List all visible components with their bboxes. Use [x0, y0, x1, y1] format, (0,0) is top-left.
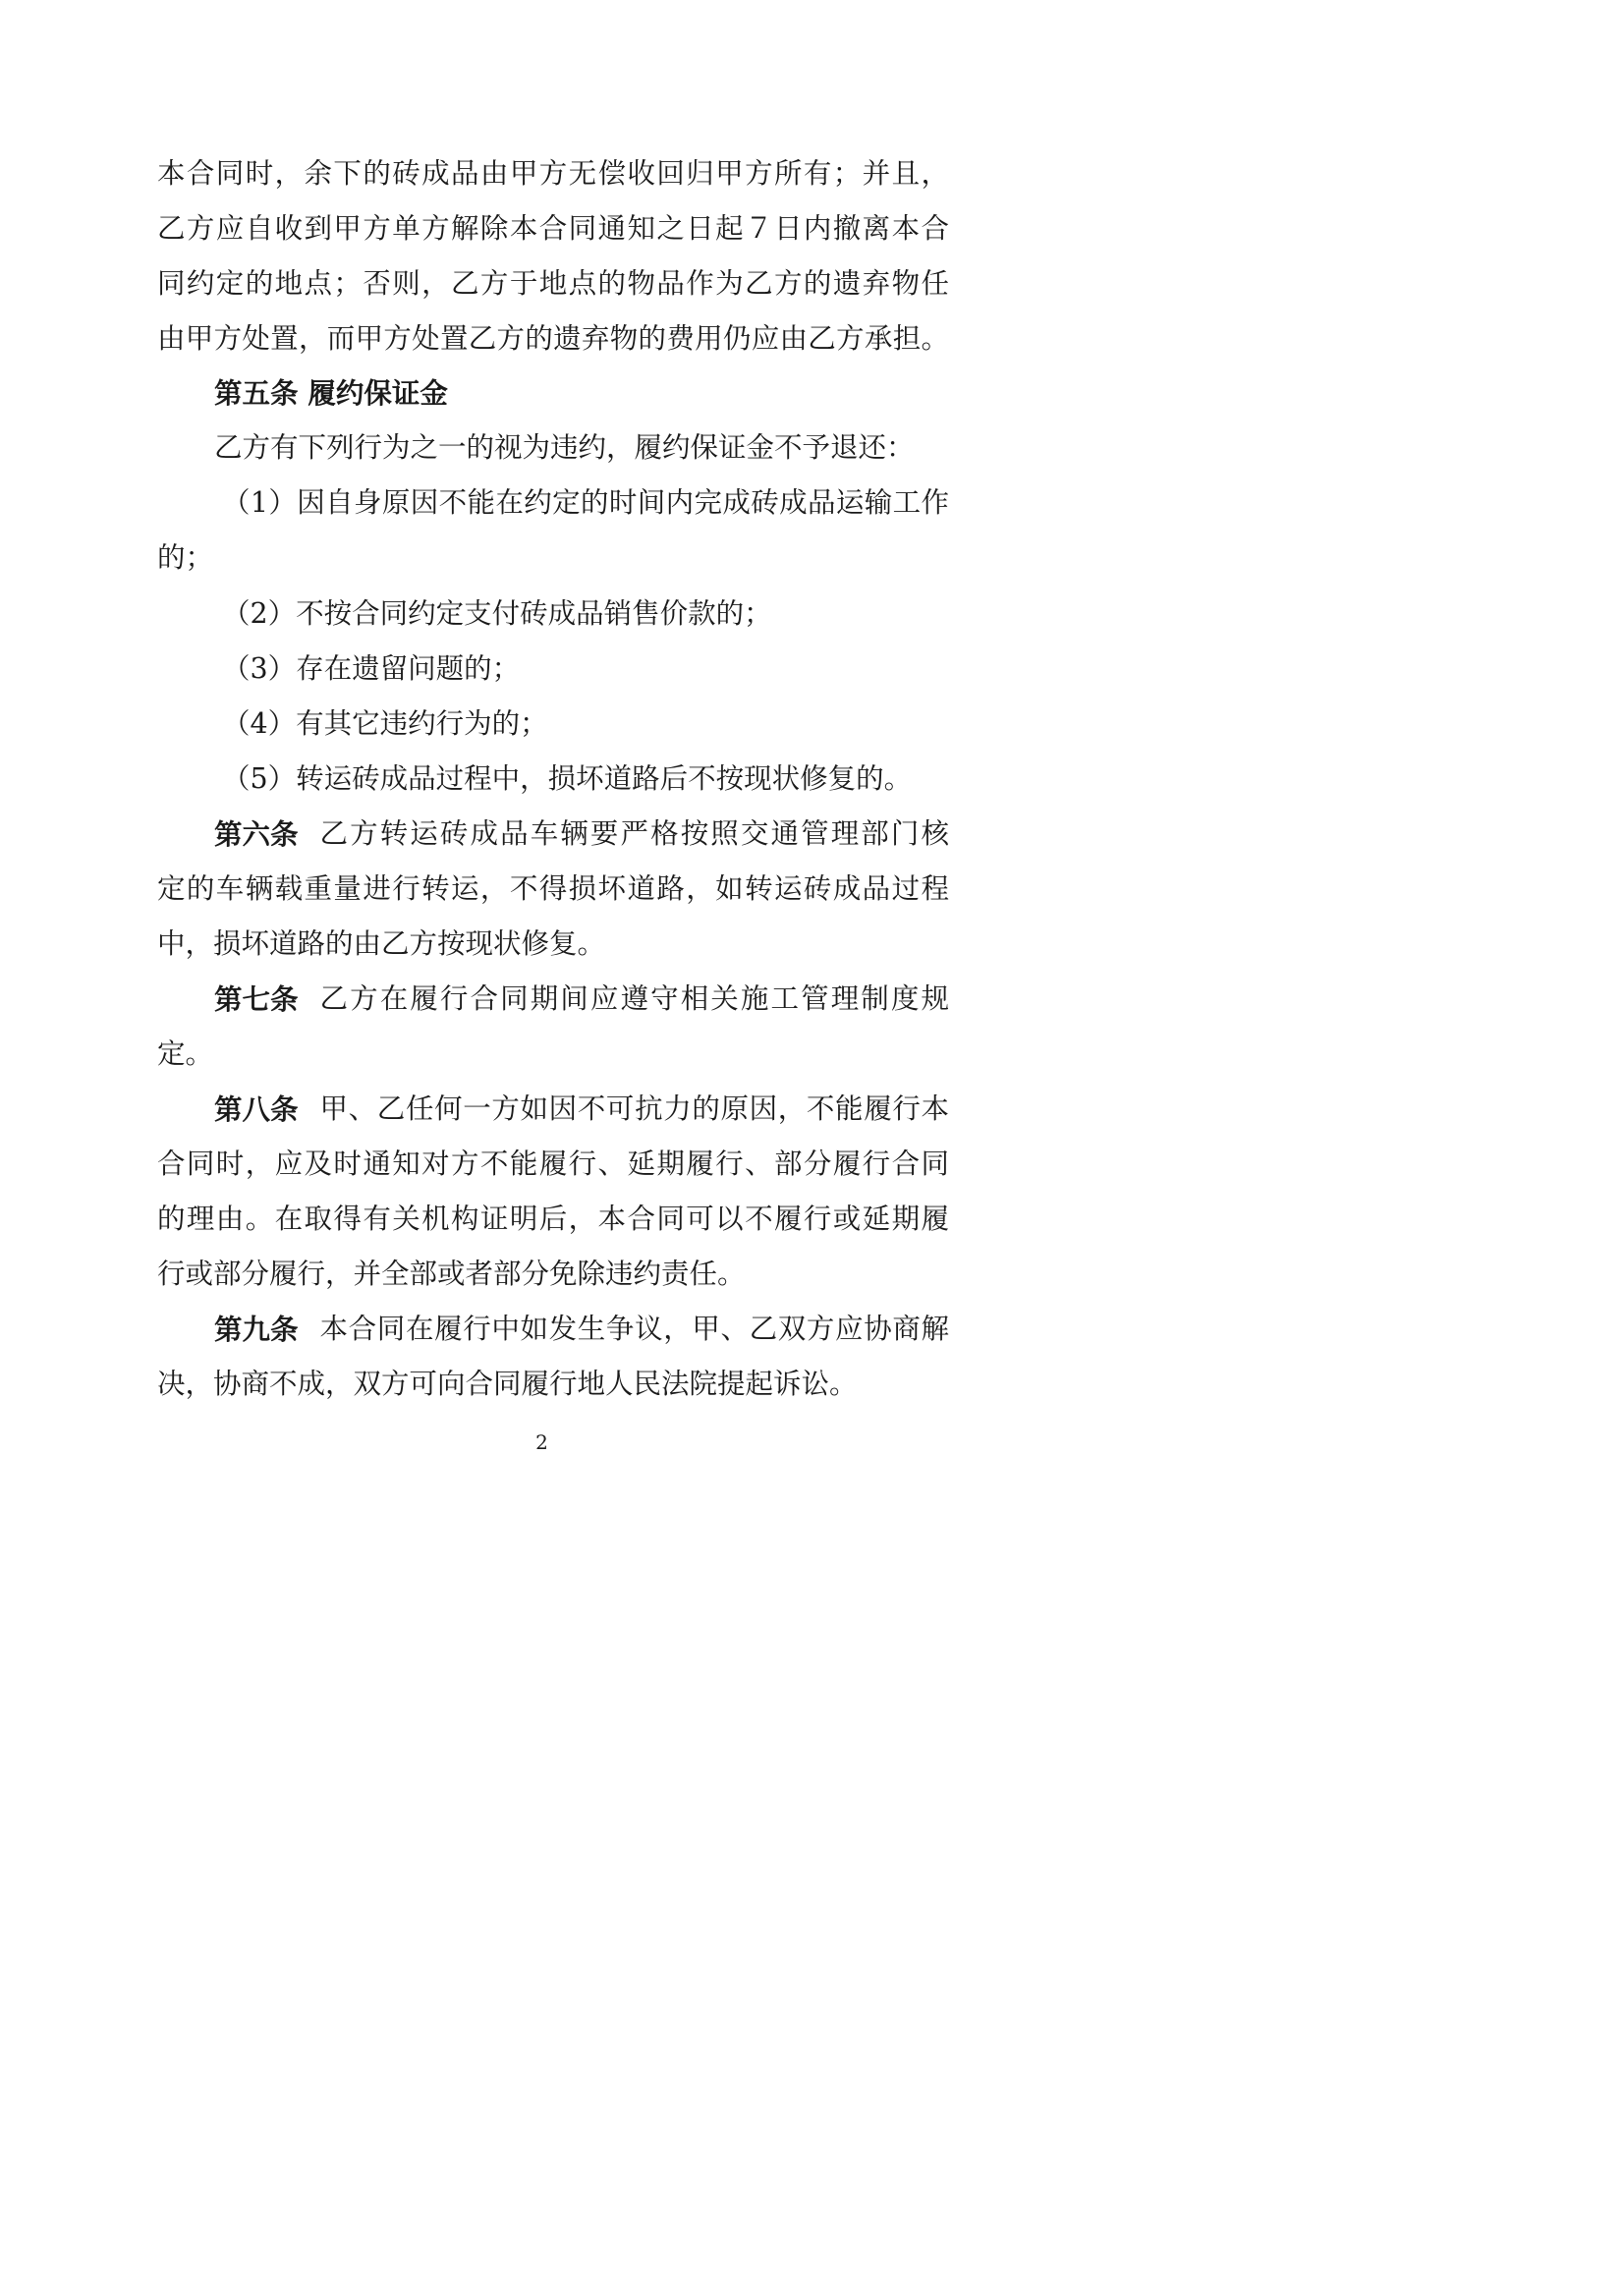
- article-5-item-3: （3）存在遗留问题的；: [222, 652, 521, 685]
- article-5-item-4: （4）有其它违约行为的；: [222, 707, 548, 740]
- paragraph-line: 乙方应自收到甲方单方解除本合同通知之日起７日内撤离本合: [157, 212, 949, 245]
- article-9-label: 第九条: [214, 1313, 299, 1346]
- article-5-intro: 乙方有下列行为之一的视为违约，履约保证金不予退还：: [214, 431, 915, 464]
- article-5-item-1-cont: 的；: [157, 541, 214, 574]
- article-7-line-2: 定。: [157, 1037, 214, 1070]
- article-6-text: 乙方转运砖成品车辆要严格按照交通管理部门核: [319, 817, 949, 850]
- article-8-line-4: 行或部分履行，并全部或者部分免除违约责任。: [157, 1258, 746, 1290]
- article-8-text: 甲、乙任何一方如因不可抗力的原因，不能履行本: [319, 1092, 949, 1125]
- article-5-item-1: （1）因自身原因不能在约定的时间内完成砖成品运输工作: [222, 486, 949, 519]
- contract-page: [0, 0, 1084, 1532]
- paragraph-line: 本合同时，余下的砖成品由甲方无偿收回归甲方所有；并且，: [157, 157, 949, 190]
- article-6-line-1: [214, 814, 949, 854]
- paragraph-line: 由甲方处置，而甲方处置乙方的遗弃物的费用仍应由乙方承担。: [157, 322, 949, 355]
- article-8-line-2: 合同时，应及时通知对方不能履行、延期履行、部分履行合同: [157, 1148, 949, 1180]
- article-6-line-3: 中，损坏道路的由乙方按现状修复。: [157, 927, 606, 960]
- article-8-label: 第八条: [214, 1092, 299, 1126]
- article-9-line-2: 决，协商不成，双方可向合同履行地人民法院提起诉讼。: [157, 1368, 858, 1400]
- article-9-text: 本合同在履行中如发生争议，甲、乙双方应协商解: [319, 1313, 949, 1345]
- article-9-line-1: [214, 1310, 949, 1349]
- page-number: 2: [535, 1430, 548, 1454]
- article-8-line-1: [214, 1090, 949, 1129]
- article-7-label: 第七条: [214, 982, 299, 1016]
- article-6-label: 第六条: [214, 817, 299, 851]
- article-5-item-5: （5）转运砖成品过程中，损坏道路后不按现状修复的。: [222, 762, 913, 795]
- article-8-line-3: 的理由。在取得有关机构证明后，本合同可以不履行或延期履: [157, 1203, 949, 1235]
- paragraph-line: 同约定的地点；否则，乙方于地点的物品作为乙方的遗弃物任: [157, 267, 949, 300]
- article-7-line-1: [214, 980, 949, 1019]
- article-7-text: 乙方在履行合同期间应遵守相关施工管理制度规: [319, 982, 949, 1015]
- article-6-line-2: 定的车辆载重量进行转运，不得损坏道路，如转运砖成品过程: [157, 872, 949, 905]
- article-5-item-2: （2）不按合同约定支付砖成品销售价款的；: [222, 597, 772, 630]
- article-5-heading: 第五条 履约保证金: [214, 376, 448, 410]
